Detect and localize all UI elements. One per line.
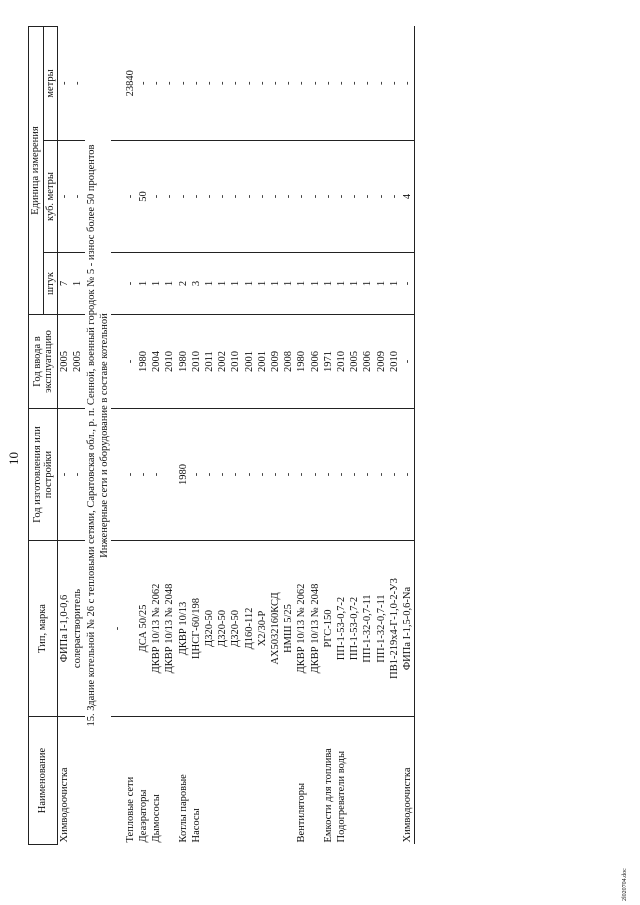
cell-year-made: - <box>229 409 242 541</box>
cell-m: - <box>71 27 84 141</box>
cell-type: Д160-112 <box>243 541 256 717</box>
cell-year-made: - <box>388 409 401 541</box>
cell-year-in: 1971 <box>322 315 335 409</box>
cell-m3: - <box>375 141 388 253</box>
cell-pcs: 7 <box>58 253 72 315</box>
cell-m3: - <box>388 141 401 253</box>
cell-pcs: 1 <box>229 253 242 315</box>
cell-year-made: - <box>243 409 256 541</box>
cell-pcs: 1 <box>388 253 401 315</box>
cell-pcs: 1 <box>150 253 163 315</box>
cell-m3: - <box>203 141 216 253</box>
cell-year-made: - <box>203 409 216 541</box>
header-year-commissioned: Год ввода в эксплуатацию <box>29 315 58 409</box>
cell-year-made: - <box>269 409 282 541</box>
cell-m3: - <box>309 141 322 253</box>
section-heading-row <box>98 27 111 845</box>
cell-year-made <box>111 409 124 541</box>
cell-year-made: 1980 <box>177 409 190 541</box>
cell-year-made: - <box>309 409 322 541</box>
header-type: Тип, марка <box>29 541 58 717</box>
cell-m: - <box>295 27 308 141</box>
cell-pcs: - <box>124 253 137 315</box>
cell-m3: - <box>295 141 308 253</box>
cell-year-in: 2005 <box>71 315 84 409</box>
table-row <box>361 27 374 845</box>
cell-m: 23840 <box>124 27 137 141</box>
cell-name: Котлы паровые <box>177 774 189 843</box>
cell-year-made: - <box>295 409 308 541</box>
cell-year-made: - <box>216 409 229 541</box>
cell-m3: - <box>322 141 335 253</box>
page-number: 10 <box>6 452 21 465</box>
cell-year-in: - <box>401 315 415 409</box>
cell-year-in <box>111 315 124 409</box>
cell-name: Емкости для топлива <box>322 748 334 843</box>
cell-year-made: - <box>58 409 72 541</box>
cell-name <box>216 717 229 845</box>
cell-type <box>124 541 137 717</box>
cell-type: - <box>111 541 124 717</box>
cell-year-made: - <box>401 409 415 541</box>
table-row <box>269 27 282 845</box>
table-row <box>58 27 72 845</box>
cell-m: - <box>216 27 229 141</box>
cell-year-made: - <box>322 409 335 541</box>
cell-m3: - <box>190 141 203 253</box>
header-unit-pcs: штук <box>43 253 58 315</box>
cell-type: Д320-50 <box>216 541 229 717</box>
cell-m3: - <box>177 141 190 253</box>
cell-year-in: 2009 <box>375 315 388 409</box>
cell-name <box>163 717 176 845</box>
cell-m3: - <box>124 141 137 253</box>
cell-name <box>375 717 388 845</box>
cell-pcs: 1 <box>71 253 84 315</box>
cell-pcs: 1 <box>282 253 295 315</box>
cell-year-made <box>163 409 176 541</box>
cell-m3: - <box>282 141 295 253</box>
cell-m3: - <box>269 141 282 253</box>
cell-m: - <box>388 27 401 141</box>
section-heading-row <box>85 27 98 845</box>
cell-year-in: 2010 <box>190 315 203 409</box>
cell-year-in: 2008 <box>282 315 295 409</box>
table-row <box>216 27 229 845</box>
cell-year-in: 2010 <box>229 315 242 409</box>
cell-type: НМШ 5/25 <box>282 541 295 717</box>
cell-pcs: 1 <box>256 253 269 315</box>
table-body <box>58 27 415 845</box>
cell-type: ДКВР 10/13 № 2048 <box>309 541 322 717</box>
table-row <box>375 27 388 845</box>
cell-type: ПП-1-32-0,7-11 <box>361 541 374 717</box>
cell-year-in: 2010 <box>163 315 176 409</box>
cell-name <box>361 717 374 845</box>
cell-m3: - <box>229 141 242 253</box>
cell-year-made: - <box>335 409 348 541</box>
cell-m: - <box>309 27 322 141</box>
cell-m: - <box>150 27 163 141</box>
cell-m3: - <box>216 141 229 253</box>
cell-name <box>309 717 322 845</box>
cell-name <box>203 717 216 845</box>
table-row <box>150 27 163 845</box>
cell-pcs: 1 <box>163 253 176 315</box>
cell-pcs: - <box>401 253 415 315</box>
cell-m: - <box>229 27 242 141</box>
cell-pcs: 1 <box>137 253 150 315</box>
cell-year-in: 2004 <box>150 315 163 409</box>
cell-m3: - <box>163 141 176 253</box>
cell-year-made: - <box>150 409 163 541</box>
table-row <box>348 27 361 845</box>
cell-year-in: 2010 <box>388 315 401 409</box>
cell-year-in: - <box>124 315 137 409</box>
cell-m3: - <box>71 141 84 253</box>
cell-type: РГС-150 <box>322 541 335 717</box>
cell-type: ДКВР 10/13 № 2048 <box>163 541 176 717</box>
cell-m: - <box>137 27 150 141</box>
cell-type: ФИПа I-1,5-0,6-Na <box>401 541 415 717</box>
cell-m3: - <box>361 141 374 253</box>
cell-name <box>243 717 256 845</box>
cell-pcs: 1 <box>243 253 256 315</box>
cell-year-in: 2002 <box>216 315 229 409</box>
table-row <box>322 27 335 845</box>
cell-year-in: 2001 <box>243 315 256 409</box>
cell-type: ПП-1-53-0,7-2 <box>348 541 361 717</box>
cell-m3: - <box>335 141 348 253</box>
table-row <box>295 27 308 845</box>
cell-m: - <box>203 27 216 141</box>
header-name: Наименование <box>29 717 58 845</box>
cell-name: Подогреватели воды <box>335 750 347 843</box>
cell-m: - <box>256 27 269 141</box>
cell-name: Насосы <box>190 808 202 843</box>
cell-year-made: - <box>190 409 203 541</box>
cell-year-made: - <box>361 409 374 541</box>
cell-type: Д320-50 <box>203 541 216 717</box>
cell-type: солерастворитель <box>71 541 84 717</box>
cell-year-made: - <box>256 409 269 541</box>
table-row <box>243 27 256 845</box>
cell-pcs: 2 <box>177 253 190 315</box>
cell-type: ДКВР 10/13 № 2062 <box>295 541 308 717</box>
cell-m: - <box>282 27 295 141</box>
cell-year-in: 2005 <box>348 315 361 409</box>
table-row <box>256 27 269 845</box>
cell-name: Тепловые сети <box>124 776 136 843</box>
cell-m: - <box>163 27 176 141</box>
cell-m3: - <box>243 141 256 253</box>
cell-pcs: 1 <box>335 253 348 315</box>
cell-m3: - <box>58 141 72 253</box>
cell-year-in: 1980 <box>177 315 190 409</box>
cell-year-made: - <box>137 409 150 541</box>
cell-name <box>71 717 84 845</box>
table-row <box>282 27 295 845</box>
table-row <box>71 27 84 845</box>
cell-type: ДКВР 10/13 <box>177 541 190 717</box>
cell-name <box>388 717 401 845</box>
cell-m: - <box>269 27 282 141</box>
cell-m: - <box>58 27 72 141</box>
header-unit-group: Единица измерения <box>29 27 44 315</box>
cell-name: Деаэраторы <box>137 789 149 843</box>
cell-year-in: 2006 <box>361 315 374 409</box>
cell-pcs: 1 <box>216 253 229 315</box>
cell-year-in: 2009 <box>269 315 282 409</box>
section-line2: Инженерные сети и оборудование в составе котельной <box>98 313 110 558</box>
header-unit-m3: куб. метры <box>43 141 58 253</box>
table-row <box>177 27 190 845</box>
cell-type: ПП-1-53-0,7-2 <box>335 541 348 717</box>
cell-year-in: 2011 <box>203 315 216 409</box>
cell-m3: 4 <box>401 141 415 253</box>
cell-m: - <box>190 27 203 141</box>
cell-m3: - <box>150 141 163 253</box>
cell-year-made: - <box>71 409 84 541</box>
cell-pcs: 1 <box>361 253 374 315</box>
cell-type: ЦНСГ-60/198 <box>190 541 203 717</box>
table-row <box>111 27 124 845</box>
cell-year-in: 2001 <box>256 315 269 409</box>
cell-pcs: 3 <box>190 253 203 315</box>
footer-filename: 2l020704.doc <box>622 868 628 901</box>
cell-name <box>256 717 269 845</box>
header-unit-m: метры <box>43 27 58 141</box>
cell-name <box>111 717 124 845</box>
cell-type: ФИПа I-1,0-0,6 <box>58 541 72 717</box>
cell-year-made: - <box>282 409 295 541</box>
cell-pcs: 1 <box>375 253 388 315</box>
cell-m: - <box>177 27 190 141</box>
equipment-table <box>28 26 415 845</box>
cell-type: Д320-50 <box>229 541 242 717</box>
cell-m: - <box>322 27 335 141</box>
cell-pcs <box>111 253 124 315</box>
cell-name: Вентиляторы <box>296 782 308 843</box>
cell-m: - <box>348 27 361 141</box>
cell-m3: - <box>348 141 361 253</box>
table-row <box>163 27 176 845</box>
cell-type: ПВ1-219х4-Г-1,0-2-У3 <box>388 541 401 717</box>
table-row <box>137 27 150 845</box>
cell-m: - <box>335 27 348 141</box>
table-row <box>388 27 401 845</box>
cell-type: ДКВР 10/13 № 2062 <box>150 541 163 717</box>
cell-pcs: 1 <box>269 253 282 315</box>
cell-year-in: 2010 <box>335 315 348 409</box>
header-year-made: Год изготовления или постройки <box>29 409 58 541</box>
cell-year-made: - <box>375 409 388 541</box>
cell-year-in: 2006 <box>309 315 322 409</box>
cell-name: Химводоочистка <box>59 767 71 843</box>
cell-m3: - <box>256 141 269 253</box>
cell-name <box>269 717 282 845</box>
cell-year-in: 1980 <box>295 315 308 409</box>
cell-year-made: - <box>124 409 137 541</box>
table-row <box>124 27 137 845</box>
cell-year-made: - <box>348 409 361 541</box>
cell-year-in: 2005 <box>58 315 72 409</box>
table-row <box>335 27 348 845</box>
cell-m: - <box>375 27 388 141</box>
cell-m <box>111 27 124 141</box>
cell-pcs: 1 <box>348 253 361 315</box>
table-row <box>203 27 216 845</box>
cell-name: Химводоочистка <box>401 717 415 845</box>
cell-pcs: 1 <box>322 253 335 315</box>
table-row <box>229 27 242 845</box>
cell-type: Х2/30-Р <box>256 541 269 717</box>
table-row <box>190 27 203 845</box>
section-line1: 15. Здание котельной № 26 с тепловыми сетями, Саратовская обл., р. п. Сенной, военный городок № 5 - износ более 50 процентов <box>85 144 97 727</box>
cell-m3: 50 <box>137 141 150 253</box>
cell-type: ДСА 50/25 <box>137 541 150 717</box>
cell-name: Дымососы <box>151 794 163 843</box>
table-row <box>309 27 322 845</box>
cell-type: ПП-1-32-0,7-11 <box>375 541 388 717</box>
cell-m: - <box>401 27 415 141</box>
cell-m3 <box>111 141 124 253</box>
cell-type: АХ5032160КСД <box>269 541 282 717</box>
cell-name <box>348 717 361 845</box>
cell-pcs: 1 <box>295 253 308 315</box>
cell-name <box>282 717 295 845</box>
cell-pcs: 1 <box>309 253 322 315</box>
cell-m: - <box>243 27 256 141</box>
table-row <box>401 27 415 845</box>
cell-name <box>229 717 242 845</box>
cell-pcs: 1 <box>203 253 216 315</box>
cell-m: - <box>361 27 374 141</box>
cell-year-in: 1980 <box>137 315 150 409</box>
